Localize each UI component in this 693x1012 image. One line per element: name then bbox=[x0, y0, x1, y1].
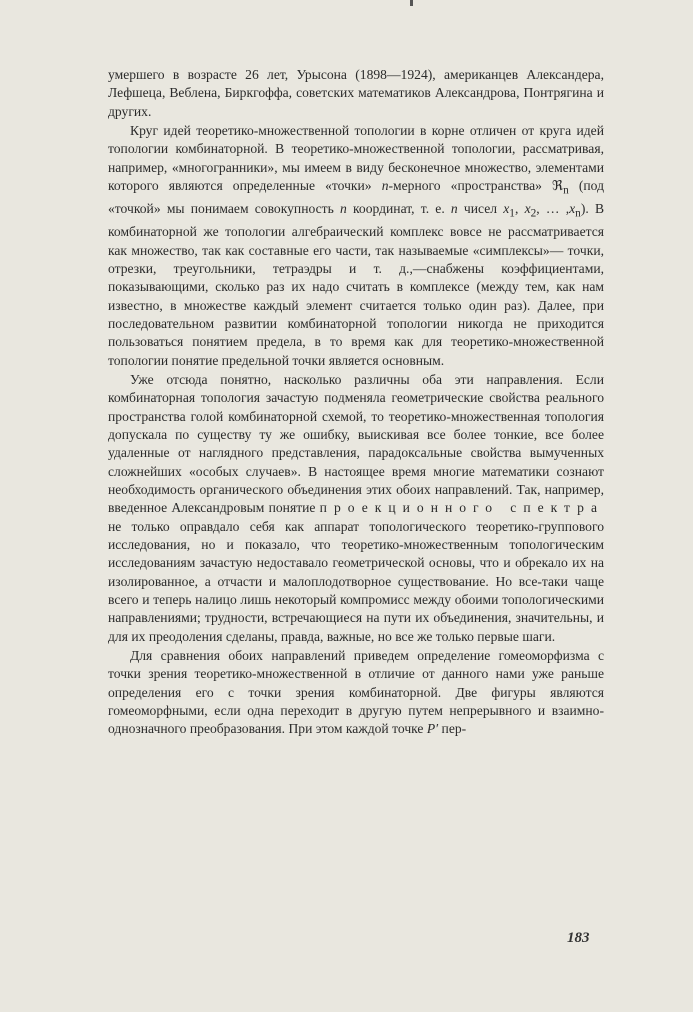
paragraph-1: умершего в возрасте 26 лет, Урысона (1898—1924), американцев Александера, Лефшеца, Веблена, Биркгоффа, советских математиков Александрова, Понтрягина и других. bbox=[108, 67, 604, 119]
top-edge-mark bbox=[410, 0, 413, 6]
paragraph-2: Круг идей теоретико-множественной топологии в корне отличен от круга идей топологии комбинаторной. В теоретико-множественной топологии, рассматривая, например, «многогранники», мы имеем в виду бесконечное множество, элементами которого являются определенные «точки» n-мерного «пространства» ℜ$_n$ (под «точкой» мы понимаем совокупность n координат, т. е. n чисел $x_1$, $x_2$, … $,x_n$). В комбинаторной же топологии алгебраический комплекс вовсе не рассматривается как множество, так как составные его части, так называемые «симплексы»— точки, отрезки, треугольники, тетраэдры и т. д.,—снабжены коэффициентами, показывающими, сколько раз их надо считать в комплексе (между тем, как нам известно, в множестве каждый элемент считается только один раз). Далее, при последовательном развитии комбинаторной топологии никогда не приходится пользоваться понятием предела, в то время как для теоретико-множественной топологии понятие предельной точки является основным. bbox=[108, 123, 605, 368]
paragraph-4: Для сравнения обоих направлений приведем определение гомеоморфизма с точки зрения теоретико-множественной в отличие от данного нами уже раньше определения его с точки зрения комбинаторной. Две фигуры являются гомеоморфными, если одна переходит в другую путем непрерывного и взаимно-однозначного преобразования. При этом каждой точке P′ пер- bbox=[108, 648, 604, 737]
paragraph-3: Уже отсюда понятно, насколько различны оба эти направления. Если комбинаторная топология зачастую подменяла геометрические свойства реального пространства голой комбинаторной схемой, то теоретико-множественная топология допускала по существу ту же ошибку, выискивая все более тонкие, все более удаленные от наглядного представления, парадоксальные свойства вымученных сложнейших «особых случаев». В настоящее время многие математики сознают необходимость органического объединения этих обоих направлений. Так, например, введенное Александровым понятие проекционного спектра не только оправдало себя как аппарат топологического теоретико-группового исследования, но и показало, что теоретико-множественным топологическим исследованиям зачастую недоставало геометрической основы, что и обрекало их на изолированное, а отчасти и малоплодотворное существование. Но все-таки чаще всего и теперь налицо лишь некоторый компромисс между обоими топологическими направлениями; трудности, встречающиеся на пути их объединения, значительны, и для их преодоления сделаны, правда, важные, но все же только первые шаги. bbox=[108, 371, 604, 644]
page-number: 183 bbox=[567, 930, 590, 946]
body-text bbox=[108, 66, 604, 739]
